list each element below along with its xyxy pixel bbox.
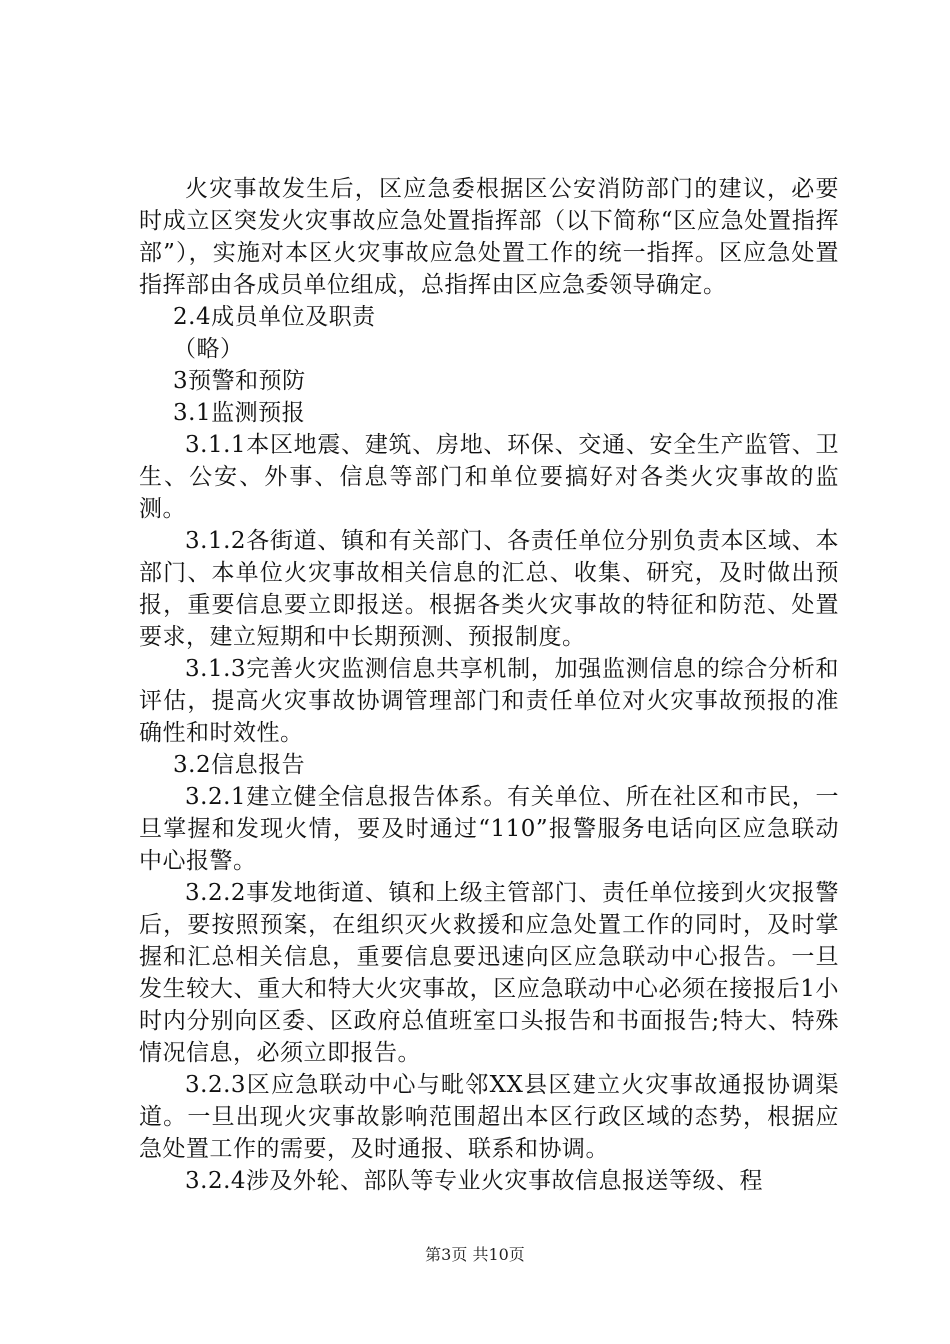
heading-3-2: 3.2信息报告: [173, 752, 306, 778]
paragraph-intro: 火灾事故发生后，区应急委根据区公安消防部门的建议，必要时成立区突发火灾事故应急处置指挥部（以下简称“区应急处置指挥部”），实施对本区火灾事故应急处置工作的统一指挥。区应急处置指挥部由各成员单位组成，总指挥由区应急委领导确定。: [139, 176, 839, 298]
page-number: 第3页 共10页: [425, 1245, 525, 1264]
paragraph-3-1-3: 3.1.3完善火灾监测信息共享机制，加强监测信息的综合分析和评估，提高火灾事故协调管理部门和责任单位对火灾事故预报的准确性和时效性。: [139, 656, 839, 746]
paragraph-3-2-2: 3.2.2事发地街道、镇和上级主管部门、责任单位接到火灾报警后，要按照预案，在组织灭火救援和应急处置工作的同时，及时掌握和汇总相关信息，重要信息要迅速向区应急联动中心报告。一旦发生较大、重大和特大火灾事故，区应急联动中心必须在接报后1小时内分别向区委、区政府总值班室口头报告和书面报告;特大、特殊情况信息，必须立即报告。: [139, 880, 839, 1066]
paragraph-3-2-3: 3.2.3区应急联动中心与毗邻XX县区建立火灾事故通报协调渠道。一旦出现火灾事故影响范围超出本区行政区域的态势，根据应急处置工作的需要，及时通报、联系和协调。: [139, 1072, 839, 1162]
document-body: [139, 173, 839, 1197]
heading-3-1: 3.1监测预报: [173, 400, 306, 426]
paragraph-3-1-2: 3.1.2各街道、镇和有关部门、各责任单位分别负责本区域、本部门、本单位火灾事故相关信息的汇总、收集、研究，及时做出预报，重要信息要立即报送。根据各类火灾事故的特征和防范、处置要求，建立短期和中长期预测、预报制度。: [139, 528, 839, 650]
page-footer: [0, 1245, 950, 1265]
paragraph-3-1-1: 3.1.1本区地震、建筑、房地、环保、交通、安全生产监管、卫生、公安、外事、信息等部门和单位要搞好对各类火灾事故的监测。: [139, 432, 839, 522]
heading-3: 3预警和预防: [173, 368, 306, 394]
paragraph-3-2-1: 3.2.1建立健全信息报告体系。有关单位、所在社区和市民，一旦掌握和发现火情，要及时通过“110”报警服务电话向区应急联动中心报警。: [139, 784, 839, 874]
paragraph-3-2-4: 3.2.4涉及外轮、部队等专业火灾事故信息报送等级、程: [185, 1168, 764, 1194]
heading-2-4: 2.4成员单位及职责: [173, 304, 376, 330]
note-omitted: （略）: [173, 336, 244, 362]
